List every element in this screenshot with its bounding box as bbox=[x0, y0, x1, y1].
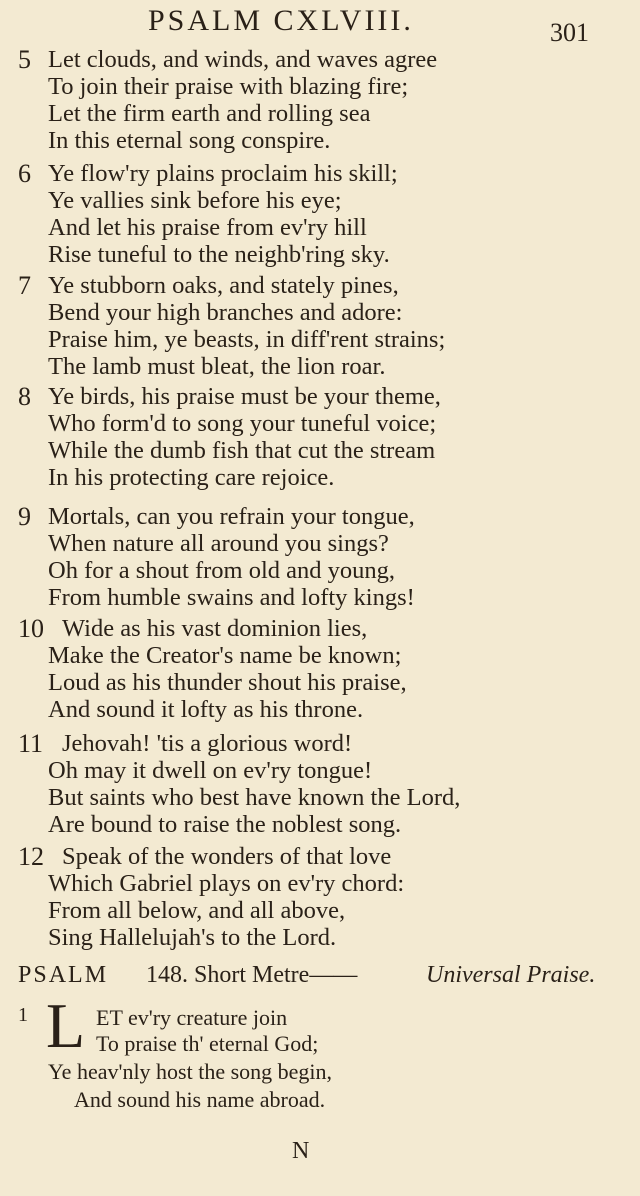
verse-line: When nature all around you sings? bbox=[48, 530, 389, 557]
stanza-number: 8 bbox=[18, 382, 31, 411]
subheading-title: Universal Praise. bbox=[426, 962, 596, 988]
verse-line: In this eternal song conspire. bbox=[48, 127, 331, 154]
stanza-10 bbox=[0, 615, 640, 727]
verse-line: Jehovah! 'tis a glorious word! bbox=[62, 730, 353, 757]
verse-line: Wide as his vast dominion lies, bbox=[62, 615, 368, 642]
verse-line: Ye birds, his praise must be your theme, bbox=[48, 383, 441, 410]
verse-line: Rise tuneful to the neighb'ring sky. bbox=[48, 241, 390, 268]
verse-line: And sound it lofty as his throne. bbox=[48, 696, 364, 723]
verse-line: In his protecting care rejoice. bbox=[48, 464, 335, 491]
stanza-12 bbox=[0, 843, 640, 955]
stanza-11 bbox=[0, 730, 640, 842]
psalm-subheading bbox=[18, 962, 628, 996]
verse-line: And sound his name abroad. bbox=[74, 1087, 326, 1112]
verse-line: Oh may it dwell on ev'ry tongue! bbox=[48, 757, 373, 784]
verse-line: Make the Creator's name be known; bbox=[48, 642, 402, 669]
verse-line: While the dumb fish that cut the stream bbox=[48, 437, 436, 464]
running-head-title: PSALM CXLVIII. bbox=[148, 4, 414, 37]
verse-line: Ye stubborn oaks, and stately pines, bbox=[48, 272, 399, 299]
running-head bbox=[0, 4, 640, 47]
stanza-5 bbox=[0, 46, 640, 158]
stanza-number: 5 bbox=[18, 45, 31, 74]
verse-line: Speak of the wonders of that love bbox=[62, 843, 392, 870]
verse-line: To praise th' eternal God; bbox=[96, 1031, 319, 1056]
verse-line: Ye heav'nly host the song begin, bbox=[48, 1059, 333, 1084]
stanza-9 bbox=[0, 503, 640, 615]
signature-mark: N bbox=[292, 1138, 310, 1164]
verse-line: And let his praise from ev'ry hill bbox=[48, 214, 367, 241]
subheading-psalm: PSALM bbox=[18, 962, 109, 988]
verse-line: Bend your high branches and adore: bbox=[48, 299, 403, 326]
short-metre-stanza-1 bbox=[0, 990, 640, 1120]
stanza-number: 1 bbox=[18, 1004, 28, 1026]
verse-line: The lamb must bleat, the lion roar. bbox=[48, 353, 386, 380]
subheading-metre: 148. Short Metre—— bbox=[146, 962, 358, 988]
verse-line: From all below, and all above, bbox=[48, 897, 346, 924]
verse-line: Mortals, can you refrain your tongue, bbox=[48, 503, 415, 530]
verse-line: Ye vallies sink before his eye; bbox=[48, 187, 342, 214]
stanza-number: 6 bbox=[18, 159, 31, 188]
stanza-number: 9 bbox=[18, 502, 31, 531]
verse-line: Praise him, ye beasts, in diff'rent strains; bbox=[48, 326, 446, 353]
verse-line: Sing Hallelujah's to the Lord. bbox=[48, 924, 337, 951]
stanza-number: 7 bbox=[18, 271, 31, 300]
verse-line: Ye flow'ry plains proclaim his skill; bbox=[48, 160, 398, 187]
verse-line: Loud as his thunder shout his praise, bbox=[48, 669, 407, 696]
drop-cap: L bbox=[46, 990, 86, 1061]
verse-line: But saints who best have known the Lord, bbox=[48, 784, 461, 811]
stanza-7 bbox=[0, 272, 640, 384]
verse-line: Which Gabriel plays on ev'ry chord: bbox=[48, 870, 405, 897]
page-number: 301 bbox=[550, 18, 589, 47]
verse-line: Who form'd to song your tuneful voice; bbox=[48, 410, 437, 437]
verse-line: Let the firm earth and rolling sea bbox=[48, 100, 371, 127]
verse-line: From humble swains and lofty kings! bbox=[48, 584, 415, 611]
stanza-number: 10 bbox=[18, 614, 44, 643]
stanza-6 bbox=[0, 160, 640, 272]
stanza-number: 12 bbox=[18, 842, 44, 871]
verse-line: Let clouds, and winds, and waves agree bbox=[48, 46, 438, 73]
verse-line: Oh for a shout from old and young, bbox=[48, 557, 396, 584]
verse-line: To join their praise with blazing fire; bbox=[48, 73, 409, 100]
verse-line: Are bound to raise the noblest song. bbox=[48, 811, 402, 838]
stanza-8 bbox=[0, 383, 640, 495]
stanza-number: 11 bbox=[18, 729, 44, 758]
verse-line: ET ev'ry creature join bbox=[96, 1005, 288, 1030]
